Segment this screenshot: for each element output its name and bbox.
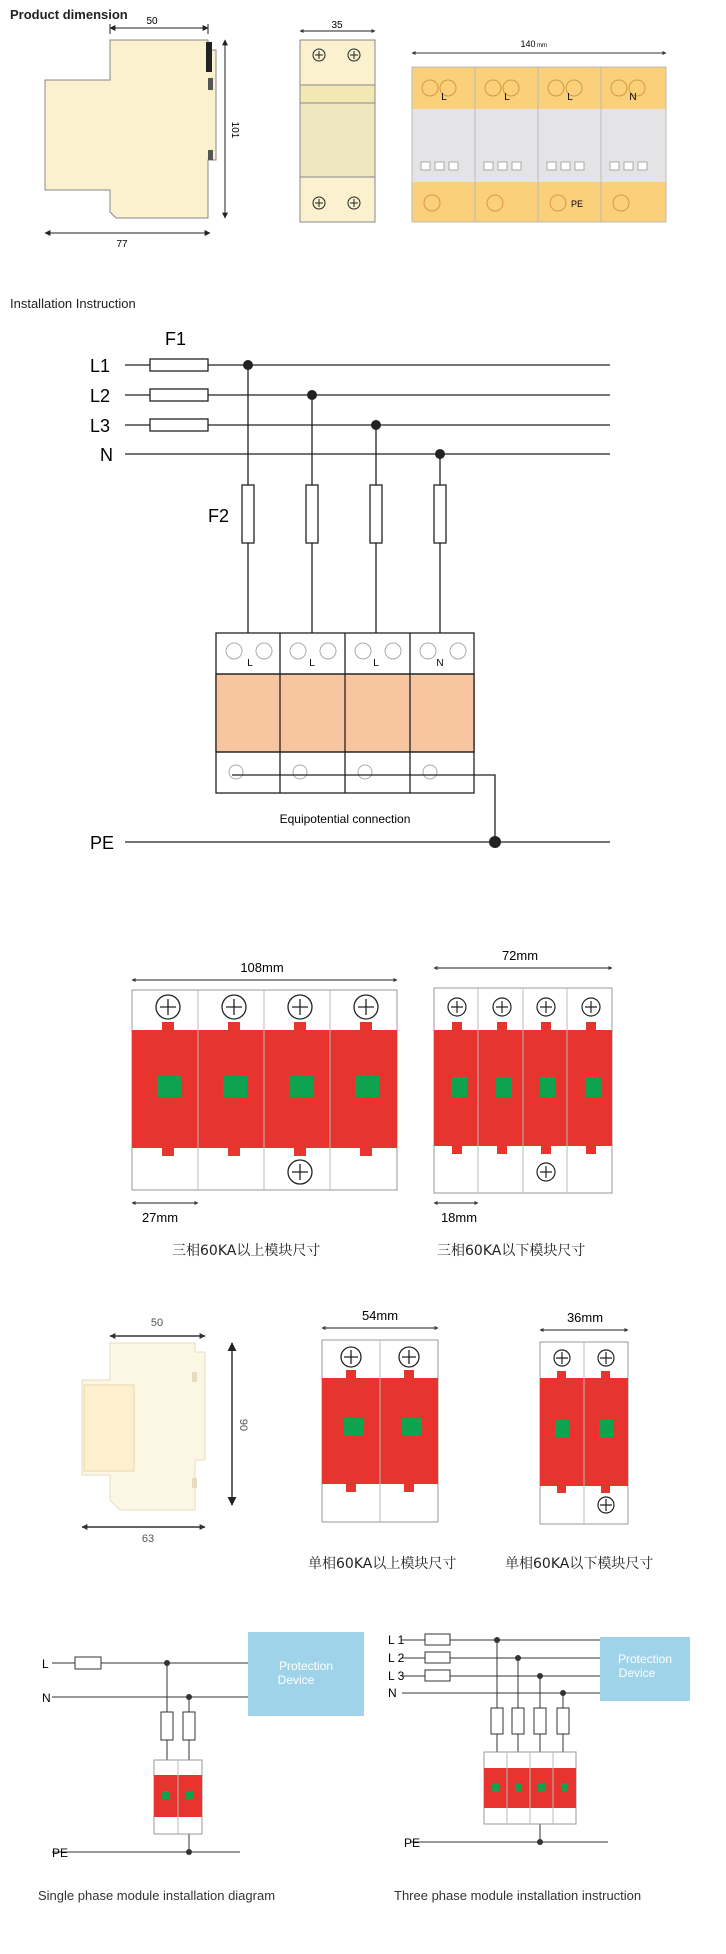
dim-module-width-label: 35 [331,20,343,31]
single-label-n: N [42,1691,51,1705]
module-label-n: N [436,658,444,669]
single-device-line1: Protection [278,1659,334,1673]
terminal-label-l2: L [504,92,510,103]
terminal-label-n: N [629,92,637,103]
label-l2: L2 [90,386,111,406]
caption-single-phase: Single phase module installation diagram [38,1888,276,1903]
dim-height-label: 101 [229,121,240,139]
four-pole-top-view [412,39,666,222]
side-view-dimension [45,16,240,250]
dim-4p-large-pitch: 27mm [141,1210,179,1225]
label-l1: L1 [90,356,111,376]
caption-1p-large: 单相60KA以上模块尺寸 [308,1556,457,1572]
dim-2p-side-depth: 63 [141,1533,155,1545]
three-label-pe: PE [404,1836,421,1850]
caption-1p-small: 单相60KA以下模块尺寸 [505,1556,654,1572]
label-pe: PE [90,833,115,853]
dim-2p-side-height: 90 [237,1418,249,1432]
dim-4p-small-pitch: 18mm [440,1210,478,1225]
label-l3: L3 [90,416,111,436]
dim-4p-small-width: 72mm [501,948,539,963]
label-n: N [100,445,113,465]
three-label-l3: L 3 [388,1669,405,1683]
three-device-line2: Device [618,1666,656,1680]
three-label-l1: L 1 [388,1633,405,1647]
caption-3p-small: 三相60KA以下模块尺寸 [437,1243,586,1259]
module-4p-large [132,960,397,1225]
dim-width-label: 50 [146,16,158,27]
product-dimension-title: Product dimension [10,7,128,22]
single-phase-diagram [42,1632,364,1860]
front-view-module [300,20,375,222]
three-phase-diagram [388,1633,690,1850]
side-view-2p [82,1317,249,1545]
installation-instruction-title: Installation Instruction [10,296,136,311]
module-label-l3: L [373,658,379,669]
module-2p-large [322,1308,438,1522]
equipotential-label: Equipotential connection [279,812,411,826]
module-4p-small [434,948,612,1225]
terminal-label-l1: L [441,92,447,103]
single-label-l: L [42,1657,49,1671]
label-f1: F1 [165,329,187,349]
wiring-diagram [125,359,610,848]
label-f2: F2 [208,506,230,526]
dim-total-width-label: 140 [520,39,536,49]
module-2p-small [540,1310,628,1524]
dim-2p-large-width: 54mm [361,1308,399,1323]
terminal-label-pe: PE [570,199,584,209]
dim-total-unit: mm [537,43,547,49]
three-label-n: N [388,1686,397,1700]
dim-4p-large-width: 108mm [240,960,284,975]
caption-3p-large: 三相60KA以上模块尺寸 [172,1243,321,1259]
single-label-pe: PE [52,1846,69,1860]
dim-2p-side-width: 50 [150,1317,164,1329]
module-label-l2: L [309,658,315,669]
dim-2p-small-width: 36mm [566,1310,604,1325]
terminal-label-l3: L [567,92,573,103]
dim-depth-label: 77 [116,239,128,250]
single-device-line2: Device [277,1673,315,1687]
caption-three-phase: Three phase module installation instruction [394,1888,642,1903]
three-device-line1: Protection [617,1652,673,1666]
module-label-l1: L [247,658,253,669]
three-label-l2: L 2 [388,1651,405,1665]
